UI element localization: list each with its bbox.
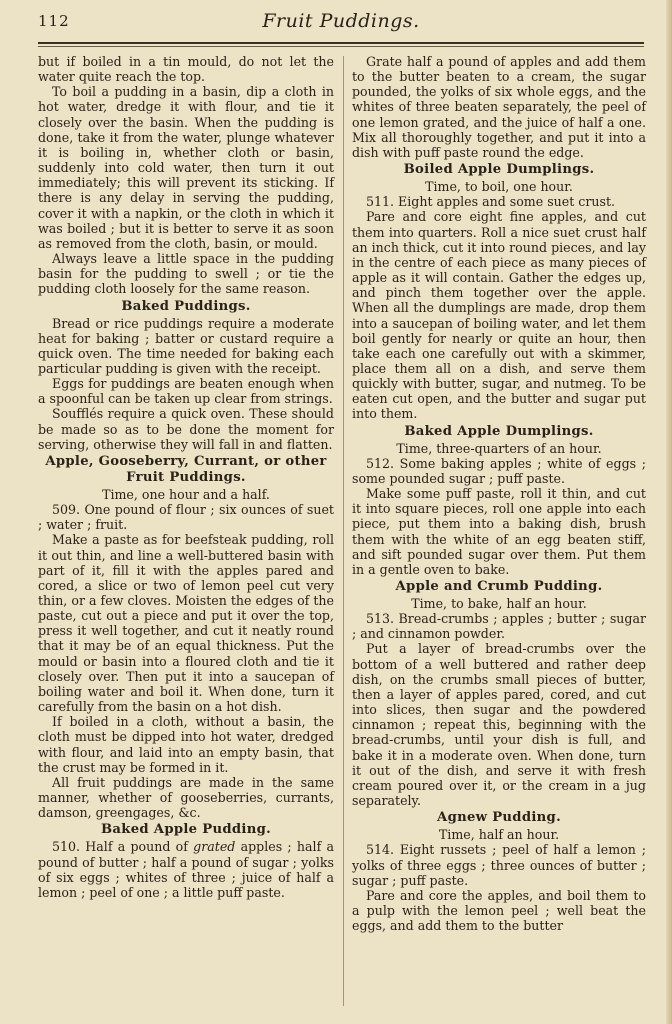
page-edge-shadow: [666, 0, 672, 1024]
header-rule-thin: [38, 46, 644, 47]
header-rule: [38, 42, 644, 44]
time-line: Time, three-quarters of an hour.: [396, 440, 602, 456]
section-heading-baked-puddings: Baked Puddings.: [121, 298, 251, 314]
paragraph: Pare and core eight fine apples, and cut them into quarters. Roll a nice suet crust half an inch thick, cut it into round pieces, and lay in the centre of each piece as many pieces of apple as it will contain. Gather the edges up, and pinch them together over the apple. When all the dumplings are made, drop them into a saucepan of boiling water, and let them boil gently for nearly or quite an hour, then take each one carefully out with a skimmer, place them all on a dish, and serve them quickly with butter, sugar, and nutmeg. To be eaten cut open, and the butter and sugar put into them.: [352, 209, 646, 422]
recipe-ingredients: 514. Eight russets ; peel of half a lemon ; yolks of three eggs ; three ounces of butter ; sugar ; puff paste.: [352, 842, 646, 888]
paragraph: Always leave a little space in the pudding basin for the pudding to swell ; or tie the pudding cloth loosely for the same reason.: [38, 251, 334, 297]
paragraph: Pare and core the apples, and boil them to a pulp with the lemon peel ; well beat the eggs, and add them to the butter: [352, 887, 646, 934]
paragraph: Bread or rice puddings require a moderate heat for baking ; batter or custard require a quick oven. The time needed for baking each particular pudding is given with the receipt.: [38, 315, 334, 376]
page-header: [38, 6, 644, 36]
left-column: [38, 54, 334, 900]
recipe-ingredients: 509. One pound of flour ; six ounces of suet ; water ; fruit.: [38, 502, 334, 533]
paragraph: Make some puff paste, roll it thin, and cut it into square pieces, roll one apple into each piece, put them into a baking dish, brush them with the white of an egg beaten stiff, and sift pounded sugar over them. Put them in a gentle oven to bake.: [352, 486, 646, 577]
time-line: Time, one hour and a half.: [102, 486, 270, 502]
text-run: apples ; half a pound of butter ; half a pound of sugar ; yolks of six eggs ; whites of three ; juice of half a lemon ; peel of one ; a little puff paste.: [38, 839, 334, 900]
recipe-ingredients: 513. Bread-crumbs ; apples ; butter ; sugar ; and cinnamon powder.: [352, 611, 646, 642]
paragraph: Eggs for puddings are beaten enough when a spoonful can be taken up clear from strings.: [38, 376, 334, 407]
text-run: 510. Half a pound of: [52, 839, 194, 855]
paragraph: Put a layer of bread-crumbs over the bottom of a well buttered and rather deep dish, on the crumbs small pieces of butter, then a layer of apples pared, cored, and cut into slices, then sugar and the powdered cinnamon ; repeat this, beginning with the bread-crumbs, until your dish is full, and bake it in a moderate oven. When done, turn it out of the dish, and serve it with fresh cream poured over it, or the cream in a jug separately.: [352, 641, 646, 809]
right-column: [352, 54, 646, 933]
paragraph: Grate half a pound of apples and add them to the butter beaten to a cream, the sugar pounded, the yolks of six whole eggs, and the whites of three beaten separately, the peel of one lemon grated, and the juice of half a one. Mix all thoroughly together, and put it into a dish with puff paste round the edge.: [352, 54, 646, 160]
recipe-ingredients: [38, 839, 334, 900]
italic-word: grated: [193, 839, 236, 855]
paragraph: Soufflés require a quick oven. These should be made so as to be done the moment for serving, otherwise they will fall in and flatten.: [38, 406, 334, 452]
time-line: Time, half an hour.: [438, 827, 560, 843]
section-heading-fruit-puddings: Apple, Gooseberry, Currant, or other Fruit Puddings.: [45, 453, 327, 485]
paragraph: If boiled in a cloth, without a basin, the cloth must be dipped into hot water, dredged with flour, and laid into an empty basin, that the crust may be formed in it.: [38, 714, 334, 775]
paragraph: Make a paste as for beefsteak pudding, roll it out thin, and line a well-buttered basin with part of it, fill it with the apples pared and cored, a slice or two of lemon peel cut very thin, or a few cloves. Moisten the edges of the paste, cut out a piece and put it over the top, press it well together, and cut it neatly round that it may be of an equal thickness. Put the mould or basin into a floured cloth and tie it closely over. Then put it into a saucepan of boiling water and boil it. When done, turn it carefully from the basin on a hot dish.: [38, 532, 334, 715]
running-title: Fruit Puddings.: [262, 10, 420, 32]
recipe-ingredients: 512. Some baking apples ; white of eggs ; some pounded sugar ; puff paste.: [352, 455, 646, 486]
time-line: Time, to boil, one hour.: [425, 179, 573, 195]
paragraph: All fruit puddings are made in the same manner, whether of gooseberries, currants, damson, greengages, &c.: [38, 774, 334, 821]
paragraph: To boil a pudding in a basin, dip a cloth in hot water, dredge it with flour, and tie it closely over the basin. When the pudding is done, take it from the water, plunge whatever it is boiling in, whether cloth or basin, suddenly into cold water, then turn it out immediately; this will prevent its sticking. If there is any delay in serving the pudding, cover it with a napkin, or the cloth in which it was boiled ; but it is better to serve it as soon as removed from the cloth, basin, or mould.: [38, 84, 334, 251]
recipe-ingredients: 511. Eight apples and some suet crust.: [366, 194, 616, 210]
section-heading-baked-apple-dumplings: Baked Apple Dumplings.: [404, 423, 594, 439]
page-number: 112: [38, 12, 70, 30]
time-line: Time, to bake, half an hour.: [411, 596, 587, 611]
section-heading-boiled-apple-dumplings: Boiled Apple Dumplings.: [403, 162, 595, 178]
section-heading-apple-crumb-pudding: Apple and Crumb Pudding.: [395, 579, 603, 594]
section-heading-agnew-pudding: Agnew Pudding.: [437, 810, 561, 826]
paragraph: but if boiled in a tin mould, do not let the water quite reach the top.: [38, 54, 334, 85]
section-heading-baked-apple-pudding: Baked Apple Pudding.: [100, 822, 272, 838]
column-divider: [343, 56, 344, 1006]
